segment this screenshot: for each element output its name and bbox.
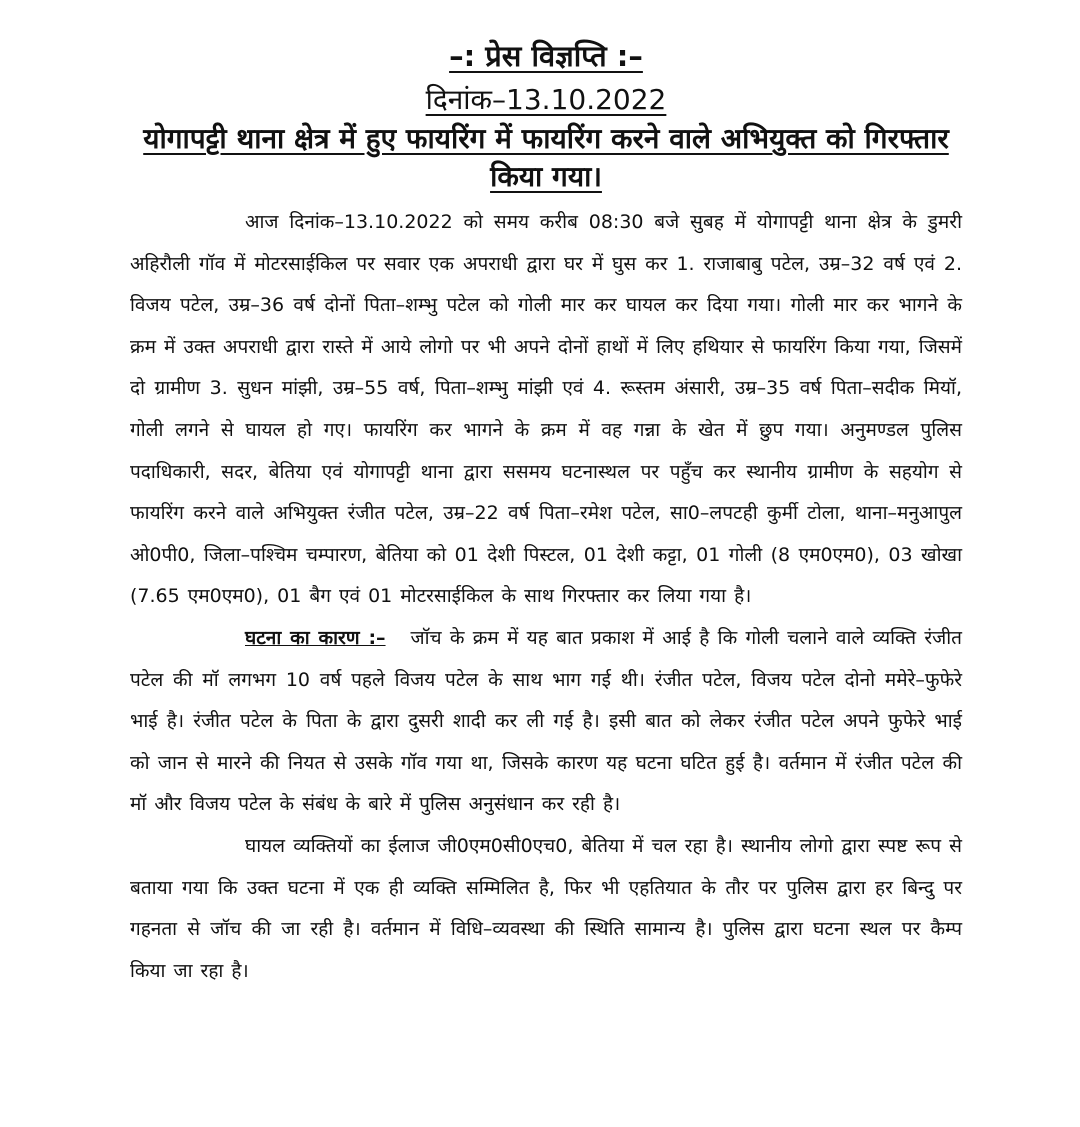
cause-label: घटना का कारण :–	[245, 626, 386, 649]
paragraph-incident	[130, 202, 962, 618]
press-release-title	[130, 36, 962, 76]
paragraph-status-text: घायल व्यक्तियों का ईलाज जी0एम0सी0एच0, बेतिया में चल रहा है। स्थानीय लोगो द्वारा स्पष्ट रूप से बताया गया कि उक्त घटना में एक ही व्यक्ति सम्मिलित है, फिर भी एहतियात के तौर पर पुलिस द्वारा हर बिन्दु पर गहनता से जॉच की जा रही है। वर्तमान में विधि–व्यवस्था की स्थिति सामान्य है। पुलिस द्वारा घटना स्थल पर कैम्प किया जा रहा है।	[130, 834, 962, 982]
release-date-text: दिनांक–13.10.2022	[425, 83, 667, 116]
paragraph-status	[130, 826, 962, 992]
headline-text: योगापट्टी थाना क्षेत्र में हुए फायरिंग में फायरिंग करने वाले अभियुक्त को गिरफ्तार किया गया।	[143, 122, 949, 193]
headline	[130, 120, 962, 196]
paragraph-cause-text: जॉच के क्रम में यह बात प्रकाश में आई है कि गोली चलाने वाले व्यक्ति रंजीत पटेल की मॉ लगभग 10 वर्ष पहले विजय पटेल के साथ भाग गई थी। रंजीत पटेल, विजय पटेल दोनो ममेरे–फुफेरे भाई है। रंजीत पटेल के पिता के द्वारा दुसरी शादी कर ली गई है। इसी बात को लेकर रंजीत पटेल अपने फुफेरे भाई को जान से मारने की नियत से उसके गॉव गया था, जिसके कारण यह घटना घटित हुई है। वर्तमान में रंजीत पटेल की मॉ और विजय पटेल के संबंध के बारे में पुलिस अनुसंधान कर रही है।	[130, 626, 962, 816]
paragraph-incident-text: आज दिनांक–13.10.2022 को समय करीब 08:30 बजे सुबह में योगापट्टी थाना क्षेत्र के डुमरी अहिरौली गॉव में मोटरसाईकिल पर सवार एक अपराधी द्वारा घर में घुस कर 1. राजाबाबु पटेल, उम्र–32 वर्ष एवं 2. विजय पटेल, उम्र–36 वर्ष दोनों पिता–शम्भु पटेल को गोली मार कर घायल कर दिया गया। गोली मार कर भागने के क्रम में उक्त अपराधी द्वारा रास्ते में आये लोगो पर भी अपने दोनों हाथों में लिए हथियार से फायरिंग किया गया, जिसमें दो ग्रामीण 3. सुधन मांझी, उम्र–55 वर्ष, पिता–शम्भु मांझी एवं 4. रूस्तम अंसारी, उम्र–35 वर्ष पिता–सदीक मियॉ, गोली लगने से घायल हो गए। फायरिंग कर भागने के क्रम में वह गन्ना के खेत में छुप गया। अनुमण्डल पुलिस पदाधिकारी, सदर, बेतिया एवं योगापट्टी थाना द्वारा ससमय घटनास्थल पर पहुँच कर स्थानीय ग्रामीण के सहयोग से फायरिंग करने वाले अभियुक्त रंजीत पटेल, उम्र–22 वर्ष पिता–रमेश पटेल, सा0–लपटही कुर्मी टोला, थाना–मनुआपुल ओ0पी0, जिला–पश्चिम चम्पारण, बेतिया को 01 देशी पिस्टल, 01 देशी कट्टा, 01 गोली (8 एम0एम0), 03 खोखा (7.65 एम0एम0), 01 बैग एवं 01 मोटरसाईकिल के साथ गिरफ्तार कर लिया गया है।	[130, 211, 962, 608]
press-release-title-text: –: प्रेस विज्ञप्ति :–	[449, 39, 643, 73]
release-date	[130, 80, 962, 120]
paragraph-cause	[130, 618, 962, 826]
